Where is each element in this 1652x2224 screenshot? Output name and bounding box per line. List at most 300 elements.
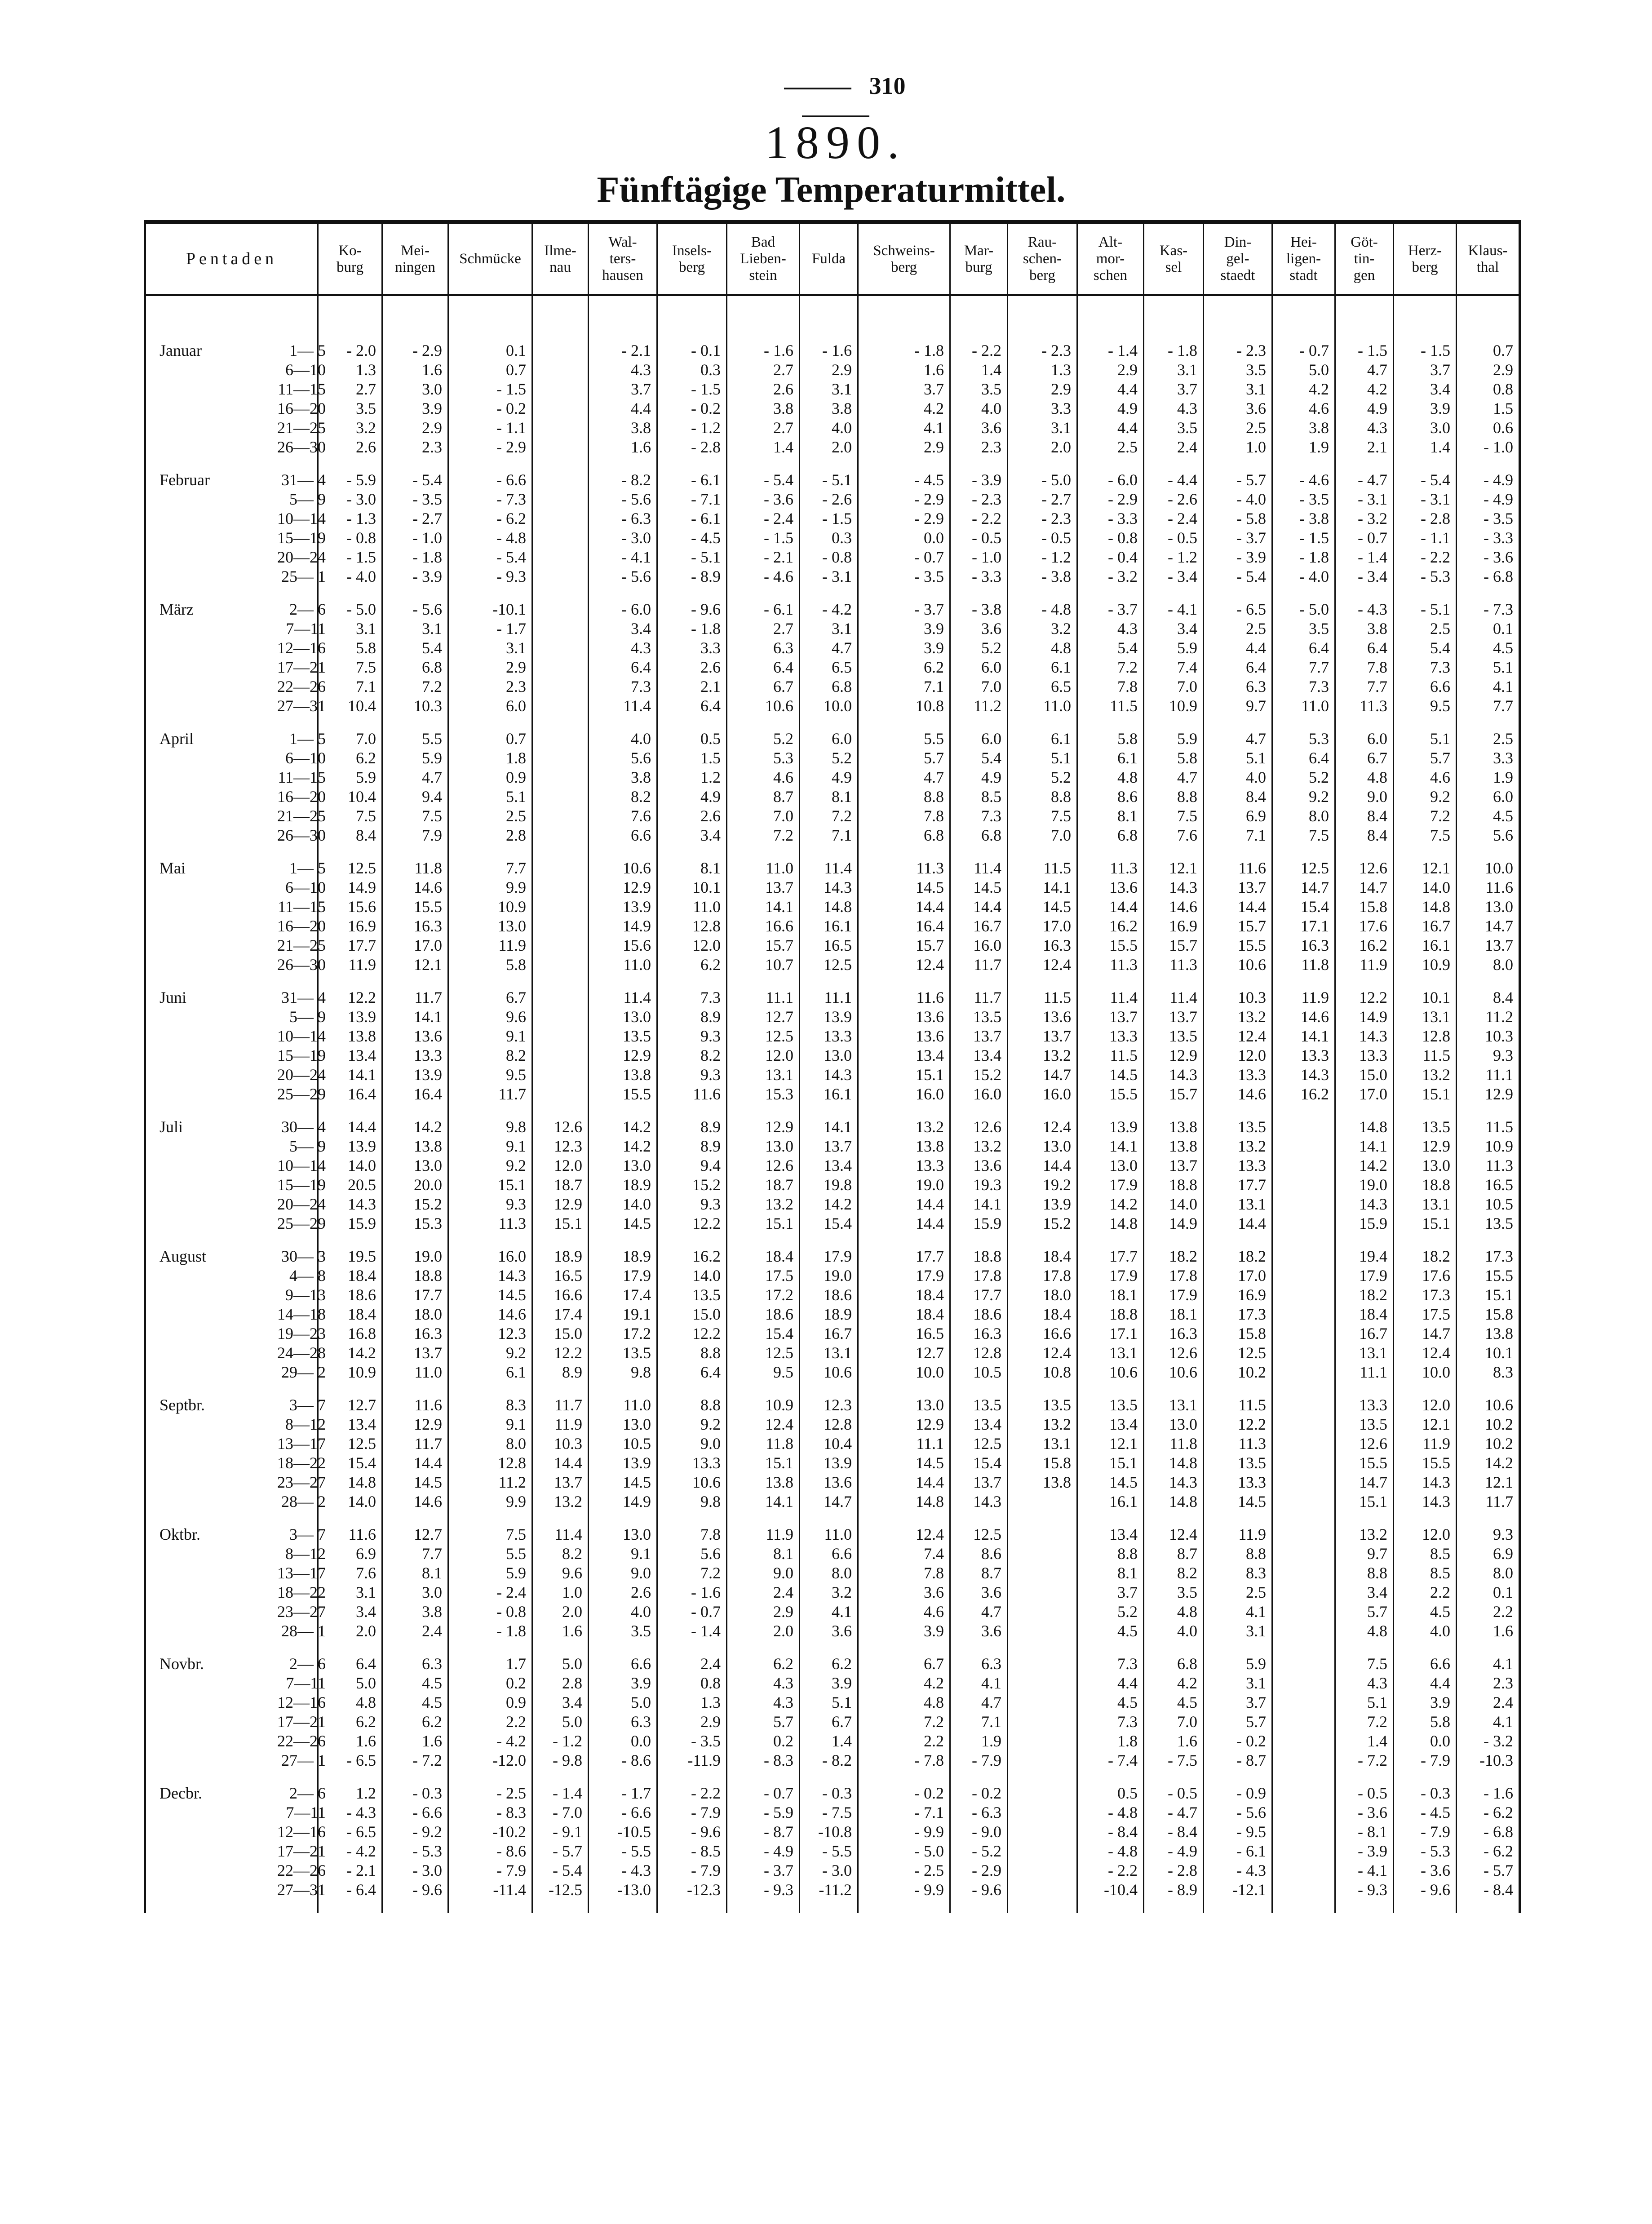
temperature-cell: - 1.6	[800, 341, 858, 360]
temperature-cell: 10.2	[1457, 1434, 1520, 1453]
temperature-cell: 8.9	[657, 1117, 727, 1137]
temperature-cell: - 6.1	[727, 600, 800, 619]
temperature-cell: 6.7	[858, 1654, 950, 1674]
temperature-cell: 17.9	[1077, 1266, 1144, 1285]
temperature-cell: 18.9	[589, 1247, 657, 1266]
temperature-cell: 13.9	[1077, 1117, 1144, 1137]
temperature-cell: 15.3	[382, 1214, 448, 1233]
table-row	[145, 1175, 1520, 1195]
temperature-cell	[532, 438, 589, 457]
temperature-cell: 19.0	[1335, 1175, 1394, 1195]
temperature-cell: - 5.4	[727, 470, 800, 490]
temperature-cell: 17.3	[1204, 1305, 1272, 1324]
temperature-cell: 12.3	[448, 1324, 532, 1343]
temperature-cell: 6.2	[318, 749, 382, 768]
temperature-cell: 19.3	[950, 1175, 1008, 1195]
temperature-cell: 10.6	[1457, 1396, 1520, 1415]
temperature-cell: 3.1	[1144, 360, 1204, 380]
temperature-cell: 13.3	[800, 1027, 858, 1046]
temperature-cell: 8.6	[1077, 787, 1144, 806]
temperature-cell: 14.1	[318, 1065, 382, 1085]
temperature-cell: - 1.8	[1144, 341, 1204, 360]
temperature-cell: 10.3	[1204, 988, 1272, 1007]
temperature-cell: 9.3	[1457, 1046, 1520, 1065]
temperature-cell	[532, 936, 589, 955]
temperature-cell: 7.2	[1335, 1712, 1394, 1732]
temperature-cell: 12.7	[318, 1396, 382, 1415]
temperature-cell: 9.0	[589, 1564, 657, 1583]
temperature-cell: 13.1	[1144, 1396, 1204, 1415]
temperature-cell	[1272, 1751, 1335, 1770]
temperature-cell: 6.1	[448, 1363, 532, 1382]
temperature-cell: 13.4	[950, 1046, 1008, 1065]
pentade-range: 25— 1	[281, 567, 326, 585]
temperature-cell: 6.4	[1272, 749, 1335, 768]
temperature-cell: 3.1	[318, 619, 382, 638]
temperature-cell: 13.1	[800, 1343, 858, 1363]
temperature-cell: 9.0	[727, 1564, 800, 1583]
temperature-cell: 3.9	[382, 399, 448, 418]
temperature-cell: - 6.5	[318, 1751, 382, 1770]
temperature-cell: 13.8	[727, 1473, 800, 1492]
temperature-cell: - 3.3	[1077, 509, 1144, 528]
temperature-cell: 12.0	[1204, 1046, 1272, 1065]
temperature-cell: 19.0	[858, 1175, 950, 1195]
temperature-cell	[532, 1046, 589, 1065]
temperature-cell: 10.6	[589, 859, 657, 878]
temperature-cell: 14.5	[1204, 1492, 1272, 1511]
temperature-cell: 7.3	[1077, 1712, 1144, 1732]
table-row	[145, 1396, 1520, 1415]
temperature-cell: 17.7	[1204, 1175, 1272, 1195]
temperature-cell: 3.8	[800, 399, 858, 418]
temperature-cell: 4.2	[1335, 380, 1394, 399]
temperature-cell: 11.6	[1204, 859, 1272, 878]
temperature-cell: 12.0	[1394, 1525, 1457, 1544]
pentade-range: 10—14	[277, 1156, 326, 1174]
temperature-cell: - 5.6	[1204, 1803, 1272, 1822]
temperature-cell: 14.9	[1335, 1007, 1394, 1027]
temperature-cell: 8.0	[448, 1434, 532, 1453]
table-row	[145, 1266, 1520, 1285]
temperature-cell: 9.8	[589, 1363, 657, 1382]
temperature-cell: - 6.2	[1457, 1842, 1520, 1861]
temperature-cell: 3.2	[318, 418, 382, 438]
pentade-range: 20—24	[277, 1195, 326, 1213]
pentade-range: 6—10	[285, 749, 326, 767]
temperature-cell: 12.4	[727, 1415, 800, 1434]
temperature-cell: 5.7	[1394, 749, 1457, 768]
temperature-cell: - 8.7	[1204, 1751, 1272, 1770]
temperature-cell	[1008, 1861, 1077, 1880]
temperature-cell	[1272, 1175, 1335, 1195]
temperature-cell	[532, 1027, 589, 1046]
temperature-cell: 1.4	[950, 360, 1008, 380]
temperature-cell: 12.4	[1204, 1027, 1272, 1046]
temperature-cell: - 6.0	[1077, 470, 1144, 490]
temperature-cell: - 8.4	[1457, 1880, 1520, 1900]
temperature-cell: 14.7	[1335, 1473, 1394, 1492]
temperature-cell: 12.9	[589, 1046, 657, 1065]
temperature-cell: 8.5	[1394, 1564, 1457, 1583]
temperature-cell: - 1.6	[1457, 1784, 1520, 1803]
temperature-cell: 7.5	[448, 1525, 532, 1544]
temperature-cell: 10.6	[657, 1473, 727, 1492]
temperature-cell: 6.4	[1272, 638, 1335, 658]
temperature-cell	[532, 878, 589, 897]
temperature-cell: 5.4	[1394, 638, 1457, 658]
temperature-cell: 3.0	[382, 1583, 448, 1602]
temperature-cell: 7.8	[858, 806, 950, 826]
temperature-cell: 17.7	[1077, 1247, 1144, 1266]
temperature-cell: 4.3	[1077, 619, 1144, 638]
temperature-cell: 9.9	[448, 1492, 532, 1511]
temperature-cell: - 1.5	[657, 380, 727, 399]
temperature-cell: 1.6	[589, 438, 657, 457]
temperature-cell: 15.7	[1144, 1085, 1204, 1104]
table-row	[145, 878, 1520, 897]
temperature-cell: 14.8	[1335, 1117, 1394, 1137]
temperature-cell	[1272, 1492, 1335, 1511]
pentade-label	[145, 878, 326, 897]
temperature-cell: 14.9	[318, 878, 382, 897]
temperature-cell: 8.8	[1077, 1544, 1144, 1564]
temperature-cell	[1272, 1214, 1335, 1233]
temperature-cell: - 5.1	[1394, 600, 1457, 619]
temperature-cell	[1008, 1564, 1077, 1583]
temperature-cell: 12.8	[800, 1415, 858, 1434]
temperature-cell: 3.6	[1204, 399, 1272, 418]
temperature-cell: 14.9	[1144, 1214, 1204, 1233]
temperature-cell: 15.1	[1077, 1453, 1144, 1473]
pentade-range: 22—26	[277, 1861, 326, 1879]
temperature-cell: - 3.5	[1272, 490, 1335, 509]
temperature-cell	[1272, 1861, 1335, 1880]
header-station: Wal- ters- hausen	[589, 222, 657, 295]
temperature-cell: 4.2	[858, 1674, 950, 1693]
temperature-cell: 10.6	[727, 696, 800, 716]
temperature-cell: 13.8	[1144, 1137, 1204, 1156]
temperature-cell: 18.8	[950, 1247, 1008, 1266]
temperature-cell: 5.8	[1394, 1712, 1457, 1732]
temperature-cell: 17.0	[1008, 917, 1077, 936]
temperature-cell: 12.4	[1008, 955, 1077, 975]
pentade-range: 20—24	[277, 1066, 326, 1084]
temperature-cell: - 0.4	[1077, 548, 1144, 567]
pentade-label	[145, 1803, 326, 1822]
temperature-cell: - 1.0	[950, 548, 1008, 567]
temperature-cell: 2.5	[1394, 619, 1457, 638]
temperature-cell: 11.3	[858, 859, 950, 878]
temperature-cell: 19.0	[800, 1266, 858, 1285]
temperature-cell: - 1.2	[1144, 548, 1204, 567]
temperature-cell: - 8.6	[448, 1842, 532, 1861]
temperature-cell: 11.9	[318, 955, 382, 975]
temperature-cell: 11.3	[1077, 955, 1144, 975]
temperature-cell	[1272, 1396, 1335, 1415]
temperature-cell: 16.8	[318, 1324, 382, 1343]
pentade-label	[145, 1214, 326, 1233]
temperature-cell: 9.7	[1335, 1544, 1394, 1564]
month-name: Oktbr.	[159, 1525, 201, 1543]
temperature-cell: 11.0	[1272, 696, 1335, 716]
temperature-cell: 15.0	[657, 1305, 727, 1324]
temperature-cell: - 5.1	[800, 470, 858, 490]
temperature-cell: 8.1	[382, 1564, 448, 1583]
pentade-range: 21—25	[277, 807, 326, 825]
temperature-cell: 2.9	[727, 1602, 800, 1621]
temperature-cell: 19.1	[589, 1305, 657, 1324]
table-row	[145, 1214, 1520, 1233]
month-name: März	[159, 600, 194, 618]
temperature-cell: 3.3	[657, 638, 727, 658]
temperature-cell: 5.1	[1335, 1693, 1394, 1712]
temperature-cell: - 5.0	[318, 600, 382, 619]
temperature-cell: 16.2	[657, 1247, 727, 1266]
temperature-cell: 10.1	[657, 878, 727, 897]
pentade-range: 18—22	[277, 1454, 326, 1472]
temperature-cell	[532, 548, 589, 567]
temperature-cell: 6.0	[800, 729, 858, 749]
table-row	[145, 1434, 1520, 1453]
temperature-cell: 7.2	[382, 677, 448, 696]
temperature-cell: - 7.0	[532, 1803, 589, 1822]
header-station: Alt- mor- schen	[1077, 222, 1144, 295]
header-station: Klaus- thal	[1457, 222, 1520, 295]
temperature-cell: 16.3	[1144, 1324, 1204, 1343]
header-station: Mei- ningen	[382, 222, 448, 295]
pentade-label	[145, 955, 326, 975]
table-row	[145, 1117, 1520, 1137]
temperature-cell: - 8.7	[727, 1822, 800, 1842]
table-row	[145, 1324, 1520, 1343]
pentade-range: 23—27	[277, 1473, 326, 1491]
pentade-range: 3— 7	[289, 1525, 326, 1543]
temperature-cell: 12.5	[318, 859, 382, 878]
temperature-cell	[1272, 1343, 1335, 1363]
temperature-cell: 17.8	[950, 1266, 1008, 1285]
temperature-cell: - 0.2	[657, 399, 727, 418]
header-station: Herz- berg	[1394, 222, 1457, 295]
table-row	[145, 826, 1520, 845]
temperature-cell: 0.9	[448, 1693, 532, 1712]
temperature-cell: 2.5	[448, 806, 532, 826]
temperature-cell: 10.8	[1008, 1363, 1077, 1382]
pentade-label	[145, 1085, 326, 1104]
temperature-cell: 13.9	[589, 897, 657, 917]
temperature-cell: 2.6	[657, 806, 727, 826]
temperature-cell: 4.7	[950, 1693, 1008, 1712]
temperature-cell: 6.7	[1335, 749, 1394, 768]
pentade-range: 7—11	[286, 620, 326, 638]
temperature-cell: - 6.6	[448, 470, 532, 490]
temperature-cell: 1.5	[657, 749, 727, 768]
temperature-cell: - 9.9	[858, 1822, 950, 1842]
temperature-cell: 14.1	[1008, 878, 1077, 897]
temperature-cell: 4.3	[1335, 1674, 1394, 1693]
temperature-cell: 14.2	[1077, 1195, 1144, 1214]
temperature-cell: - 1.8	[657, 619, 727, 638]
temperature-cell	[1272, 1137, 1335, 1156]
temperature-cell: 13.7	[1144, 1007, 1204, 1027]
temperature-cell	[532, 897, 589, 917]
temperature-cell: - 8.2	[589, 470, 657, 490]
temperature-cell: 4.1	[1457, 1712, 1520, 1732]
temperature-cell: - 7.5	[1144, 1751, 1204, 1770]
temperature-cell: 7.1	[950, 1712, 1008, 1732]
temperature-cell: - 7.9	[657, 1861, 727, 1880]
temperature-cell: 1.6	[1457, 1621, 1520, 1641]
temperature-cell: 14.8	[318, 1473, 382, 1492]
temperature-cell: 6.4	[318, 1654, 382, 1674]
pentade-range: 12—16	[277, 1693, 326, 1711]
temperature-cell: 8.8	[1144, 787, 1204, 806]
temperature-cell: 13.7	[1008, 1027, 1077, 1046]
pentade-label	[145, 988, 326, 1007]
temperature-cell: 15.6	[318, 897, 382, 917]
temperature-cell: 13.6	[1008, 1007, 1077, 1027]
temperature-cell: 9.2	[448, 1343, 532, 1363]
temperature-cell: -10.1	[448, 600, 532, 619]
temperature-cell: 16.1	[800, 917, 858, 936]
page-number-text: 310	[869, 72, 906, 99]
temperature-cell: 14.3	[800, 878, 858, 897]
temperature-cell: 13.8	[589, 1065, 657, 1085]
temperature-cell	[1008, 1492, 1077, 1511]
temperature-cell: 10.5	[1457, 1195, 1520, 1214]
pentade-label	[145, 1732, 326, 1751]
temperature-cell: 19.4	[1335, 1247, 1394, 1266]
temperature-cell: 12.4	[858, 1525, 950, 1544]
temperature-cell: 7.7	[382, 1544, 448, 1564]
temperature-cell: 13.0	[1077, 1156, 1144, 1175]
temperature-cell: 12.5	[950, 1525, 1008, 1544]
temperature-cell: 16.4	[382, 1085, 448, 1104]
temperature-cell: 4.5	[1457, 806, 1520, 826]
header-station: Mar- burg	[950, 222, 1008, 295]
temperature-cell: - 5.4	[1204, 567, 1272, 586]
temperature-cell: 16.3	[1272, 936, 1335, 955]
temperature-cell	[532, 341, 589, 360]
temperature-cell: 18.2	[1144, 1247, 1204, 1266]
temperature-cell: 3.1	[318, 1583, 382, 1602]
temperature-cell: 12.4	[1394, 1343, 1457, 1363]
temperature-cell: - 2.5	[448, 1784, 532, 1803]
temperature-cell: 4.8	[1144, 1602, 1204, 1621]
temperature-cell: 9.0	[657, 1434, 727, 1453]
temperature-cell: - 5.7	[1457, 1861, 1520, 1880]
temperature-cell: - 4.3	[318, 1803, 382, 1822]
temperature-cell: 3.0	[382, 380, 448, 399]
temperature-cell: - 5.8	[1204, 509, 1272, 528]
temperature-cell: 9.7	[1204, 696, 1272, 716]
temperature-cell: 11.6	[657, 1085, 727, 1104]
temperature-cell: - 0.2	[950, 1784, 1008, 1803]
temperature-cell: - 7.9	[950, 1751, 1008, 1770]
spacer-row	[145, 1104, 1520, 1117]
temperature-cell: 3.6	[950, 1621, 1008, 1641]
temperature-cell: 5.6	[1457, 826, 1520, 845]
temperature-cell: 13.0	[1394, 1156, 1457, 1175]
table-row	[145, 1156, 1520, 1175]
temperature-cell: 4.1	[858, 418, 950, 438]
temperature-cell: 13.3	[1272, 1046, 1335, 1065]
temperature-cell: - 0.8	[800, 548, 858, 567]
temperature-cell: 4.4	[589, 399, 657, 418]
table-row	[145, 1343, 1520, 1363]
pentade-range: 18—22	[277, 1583, 326, 1601]
temperature-cell: 20.5	[318, 1175, 382, 1195]
temperature-cell: - 4.8	[1008, 600, 1077, 619]
table-row	[145, 1803, 1520, 1822]
temperature-cell: 14.5	[858, 1453, 950, 1473]
temperature-cell: 5.2	[950, 638, 1008, 658]
temperature-cell: 13.1	[1204, 1195, 1272, 1214]
temperature-cell: 18.9	[532, 1247, 589, 1266]
temperature-cell	[1272, 1415, 1335, 1434]
temperature-cell: 15.4	[800, 1214, 858, 1233]
temperature-cell: 7.0	[1008, 826, 1077, 845]
temperature-cell: 12.5	[727, 1027, 800, 1046]
temperature-cell: 14.4	[858, 1214, 950, 1233]
temperature-cell: 15.0	[532, 1324, 589, 1343]
temperature-cell: 4.3	[727, 1693, 800, 1712]
header-station: Schmücke	[448, 222, 532, 295]
temperature-cell: 13.9	[800, 1007, 858, 1027]
temperature-cell: 13.4	[950, 1415, 1008, 1434]
temperature-cell: - 5.0	[1008, 470, 1077, 490]
pentade-label	[145, 470, 326, 490]
temperature-cell: 4.7	[382, 768, 448, 787]
temperature-cell: 13.7	[382, 1343, 448, 1363]
temperature-cell: 13.3	[657, 1453, 727, 1473]
temperature-cell: 13.7	[1457, 936, 1520, 955]
table-row	[145, 1842, 1520, 1861]
temperature-cell: 5.1	[1394, 729, 1457, 749]
temperature-cell	[532, 528, 589, 548]
temperature-cell: 14.3	[1272, 1065, 1335, 1085]
temperature-cell: - 3.7	[1077, 600, 1144, 619]
temperature-cell: -12.3	[657, 1880, 727, 1900]
temperature-cell: 10.9	[1394, 955, 1457, 975]
spacer-row	[145, 845, 1520, 859]
temperature-cell	[532, 768, 589, 787]
pentade-label	[145, 1492, 326, 1511]
temperature-cell: 16.6	[727, 917, 800, 936]
pentade-range: 12—16	[277, 1823, 326, 1841]
temperature-cell: - 3.1	[800, 567, 858, 586]
temperature-cell: - 1.8	[448, 1621, 532, 1641]
table-row	[145, 619, 1520, 638]
temperature-cell: 3.7	[858, 380, 950, 399]
temperature-cell: 7.1	[318, 677, 382, 696]
pentade-label	[145, 1305, 326, 1324]
pentade-range: 10—14	[277, 1027, 326, 1045]
temperature-cell: 13.2	[950, 1137, 1008, 1156]
temperature-cell: 15.5	[1077, 936, 1144, 955]
temperature-cell: 0.1	[448, 341, 532, 360]
temperature-cell: 3.5	[589, 1621, 657, 1641]
temperature-cell: - 5.7	[532, 1842, 589, 1861]
temperature-cell	[1272, 1602, 1335, 1621]
pentade-range: 30— 3	[281, 1247, 326, 1265]
temperature-cell: 7.2	[727, 826, 800, 845]
temperature-cell: 1.8	[1077, 1732, 1144, 1751]
temperature-cell: 10.6	[800, 1363, 858, 1382]
temperature-cell: 12.7	[727, 1007, 800, 1027]
temperature-cell: 18.4	[858, 1285, 950, 1305]
table-row	[145, 528, 1520, 548]
